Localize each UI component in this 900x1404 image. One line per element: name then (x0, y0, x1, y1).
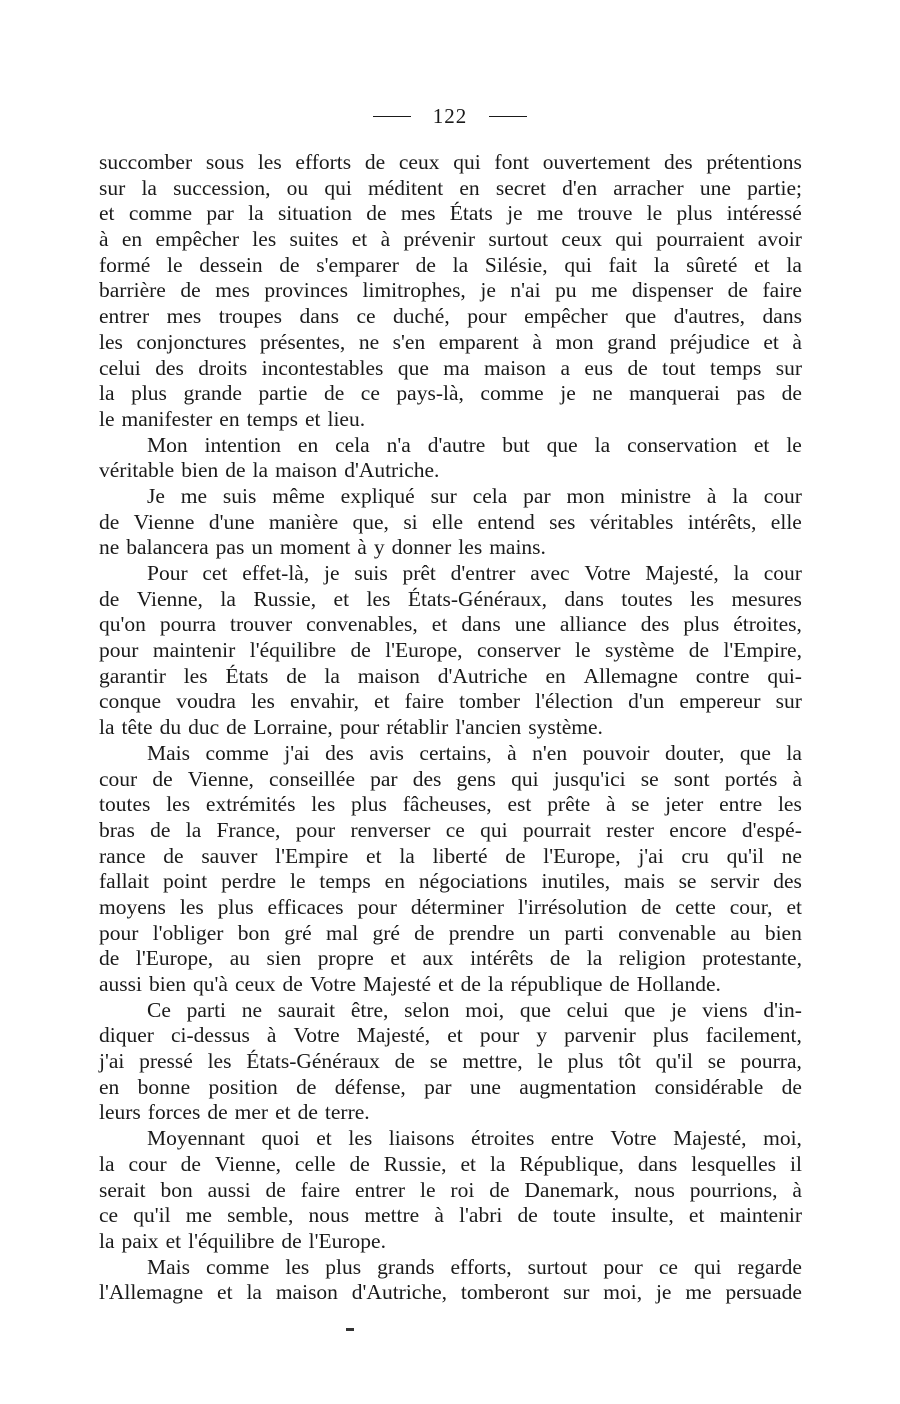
text-line: j'ai pressé les États-Généraux de se mettre, le plus tôt qu'il se pourra, (99, 1049, 802, 1074)
text-line: garantir les États de la maison d'Autriche en Allemagne contre qui- (99, 663, 802, 688)
left-rule (373, 116, 411, 117)
text-line: de Vienne d'une manière que, si elle entend ses véritables intérêts, elle (99, 509, 802, 534)
text-line: ne balancera pas un moment à y donner les mains. (99, 535, 546, 560)
text-line: l'Allemagne et la maison d'Autriche, tomberont sur moi, je me persuade (99, 1280, 802, 1305)
text-line: de Vienne, la Russie, et les États-Généraux, dans toutes les mesures (99, 586, 802, 611)
text-line: et comme par la situation de mes États je me trouve le plus intéressé (99, 201, 802, 226)
text-line: barrière de mes provinces limitrophes, je n'ai pu me dispenser de faire (99, 278, 802, 303)
text-line: en bonne position de défense, par une augmentation considérable de (99, 1074, 802, 1099)
text-line: pour l'obliger bon gré mal gré de prendre un parti convenable au bien (99, 920, 802, 945)
text-line: ce qu'il me semble, nous mettre à l'abri de toute insulte, et maintenir (99, 1203, 802, 1228)
text-line: formé le dessein de s'emparer de la Silésie, qui fait la sûreté et la (99, 252, 802, 277)
text-line: sur la succession, ou qui méditent en secret d'en arracher une partie; (99, 175, 802, 200)
text-line: bras de la France, pour renverser ce qui pourrait rester encore d'espé- (99, 817, 802, 842)
text-line: moyens les plus efficaces pour déterminer l'irrésolution de cette cour, et (99, 894, 802, 919)
text-line: Pour cet effet-là, je suis prêt d'entrer avec Votre Majesté, la cour (147, 561, 802, 585)
text-line: serait bon aussi de faire entrer le roi de Danemark, nous pourrions, à (99, 1177, 802, 1202)
text-line: la cour de Vienne, celle de Russie, et la République, dans lesquelles il (99, 1151, 802, 1176)
text-line: Moyennant quoi et les liaisons étroites entre Votre Majesté, moi, (147, 1126, 802, 1151)
text-line: leurs forces de mer et de terre. (99, 1100, 370, 1125)
right-rule (489, 116, 527, 117)
text-line: Mais comme j'ai des avis certains, à n'en pouvoir douter, que la (147, 740, 802, 765)
text-line: aussi bien qu'à ceux de Votre Majesté et de la république de Hollande. (99, 972, 721, 996)
text-line: fallait point perdre le temps en négociations inutiles, mais se servir des (99, 869, 802, 894)
text-line: toutes les extrémités les plus fâcheuses, est prête à se jeter entre les (99, 792, 802, 817)
text-line: la paix et l'équilibre de l'Europe. (99, 1228, 386, 1253)
text-line: le manifester en temps et lieu. (99, 406, 366, 431)
text-line: Mais comme les plus grands efforts, surtout pour ce qui regarde (147, 1254, 802, 1279)
body-text (99, 150, 802, 1306)
footer-mark (346, 1328, 354, 1331)
text-line: succomber sous les efforts de ceux qui font ouvertement des prétentions (99, 150, 802, 174)
text-line: Mon intention en cela n'a d'autre but que la conservation et le (147, 432, 802, 457)
text-line: celui des droits incontestables que ma maison a eus de tout temps sur (99, 355, 802, 380)
text-line: diquer ci-dessus à Votre Majesté, et pour y parvenir plus facilement, (99, 1023, 802, 1048)
text-line: qu'on pourra trouver convenables, et dans une alliance des plus étroites, (99, 612, 802, 637)
page-number: 122 (432, 103, 468, 128)
text-line: la plus grande partie de ce pays-là, comme je ne manquerai pas de (99, 381, 802, 406)
text-line: Je me suis même expliqué sur cela par mon ministre à la cour (147, 483, 802, 508)
text-line: rance de sauver l'Empire et la liberté de l'Europe, j'ai cru qu'il ne (99, 843, 802, 868)
text-line: conque voudra les envahir, et faire tomber l'élection d'un empereur sur (99, 689, 802, 714)
text-line: entrer mes troupes dans ce duché, pour empêcher que d'autres, dans (99, 304, 802, 329)
text-line: les conjonctures présentes, ne s'en emparent à mon grand préjudice et à (99, 329, 802, 354)
text-line: pour maintenir l'équilibre de l'Europe, conserver le système de l'Empire, (99, 638, 802, 663)
page-header (0, 101, 900, 131)
text-line: à en empêcher les suites et à prévenir surtout ceux qui pourraient avoir (99, 227, 802, 252)
text-line: de l'Europe, au sien propre et aux intérêts de la religion protestante, (99, 946, 802, 971)
text-line: cour de Vienne, conseillée par des gens qui jusqu'ici se sont portés à (99, 766, 802, 791)
text-line: Ce parti ne saurait être, selon moi, que celui que je viens d'in- (147, 997, 802, 1022)
text-line: la tête du duc de Lorraine, pour rétablir l'ancien système. (99, 715, 603, 740)
text-line: véritable bien de la maison d'Autriche. (99, 458, 440, 483)
